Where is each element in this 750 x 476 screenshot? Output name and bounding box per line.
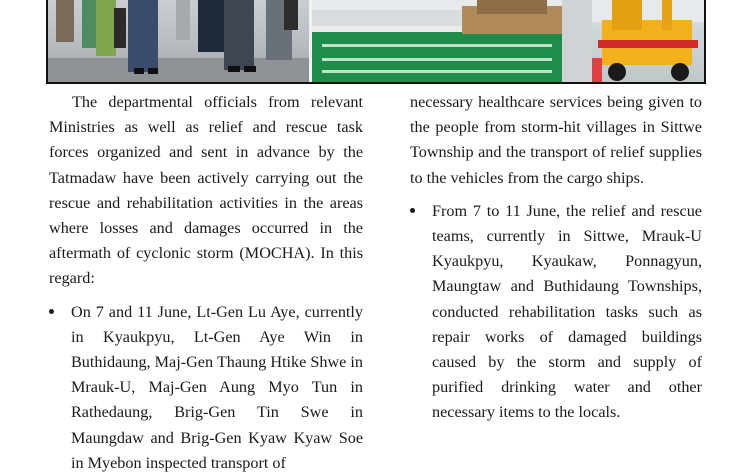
bullet-icon (49, 309, 54, 314)
bullet-1-text: On 7 and 11 June, Lt-Gen Lu Aye, currently in Kyaukpyu, Lt-Gen Aye Win in Buthidaung, Maj-Gen Thaung Htike Shwe in Mrauk-U, Maj-Gen Aung Myo Tun in Rathedaung, Brig-Gen Tin Swe in Maungdaw and Brig-Gen Kyaw Kyaw Soe in Myebon inspected transport of (71, 302, 363, 472)
officials-figures (48, 0, 310, 82)
photo-strip (46, 0, 706, 84)
cargo-ship-and-crane-photo (312, 0, 704, 82)
left-column (49, 90, 363, 476)
right-column (410, 90, 702, 426)
officials-inspection-photo (48, 0, 310, 82)
bullet-icon (410, 208, 415, 213)
continued-paragraph: necessary healthcare services being given to the people from storm-hit villages in Sittwe Township and the transport of relief supplies to the vehicles from the cargo ships. (410, 93, 702, 187)
intro-paragraph: The departmental officials from relevant Ministries as well as relief and rescue task forces organized and sent in advance by the Tatmadaw have been actively carrying out the rescue and rehabilitation activities in the areas where losses and damages occurred in the aftermath of cyclonic storm (MOCHA). In this regard: (49, 93, 363, 288)
bullet-item-2 (410, 199, 702, 426)
ship-scene (312, 0, 704, 82)
bullet-item-1 (49, 300, 363, 476)
bullet-2-text: From 7 to 11 June, the relief and rescue teams, currently in Sittwe, Mrauk-U Kyaukpyu, Kyaukaw, Ponnagyun, Maungtaw and Buthidaung Townships, conducted rehabilitation tasks such as repair works of damaged buildings caused by the storm and supply of purified drinking water and other necessary items to the locals. (432, 201, 702, 422)
